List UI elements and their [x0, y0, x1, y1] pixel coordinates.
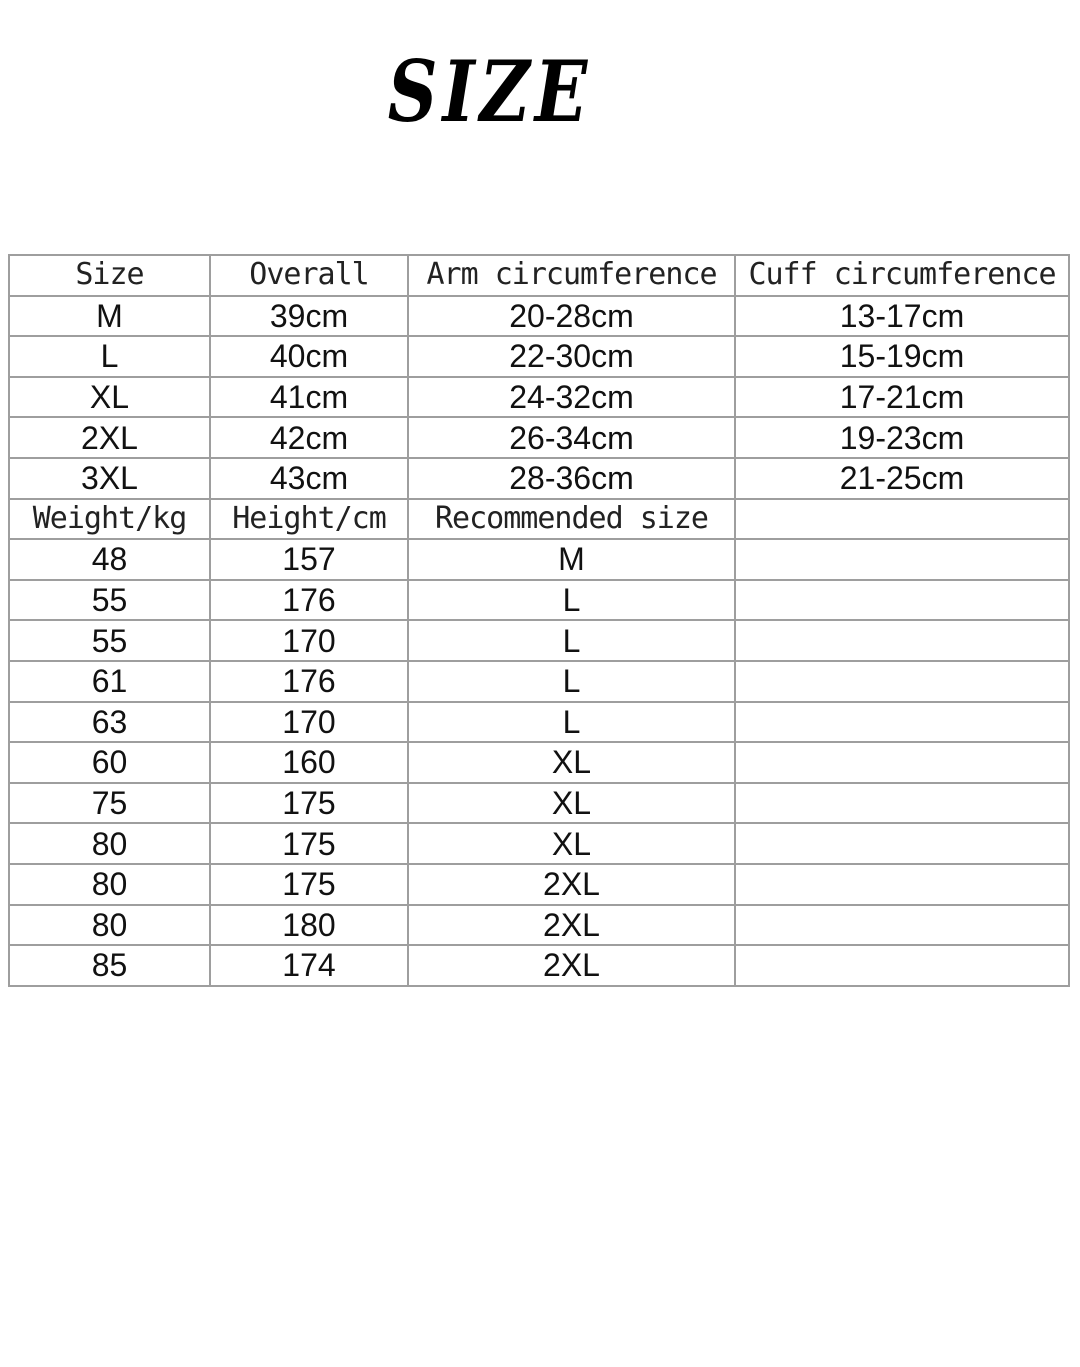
table-cell [735, 823, 1069, 864]
table-cell: 13-17cm [735, 296, 1069, 337]
table-cell: 157 [210, 539, 408, 580]
measurement-row [9, 296, 1069, 337]
table-cell: 2XL [9, 417, 210, 458]
table-cell: 170 [210, 702, 408, 743]
recommendations-header-row [9, 499, 1069, 540]
recommendation-row [9, 905, 1069, 946]
recommendation-row [9, 742, 1069, 783]
column-header [735, 499, 1069, 540]
recommendation-row [9, 702, 1069, 743]
measurement-row [9, 336, 1069, 377]
table-cell: 176 [210, 580, 408, 621]
recommendation-row [9, 823, 1069, 864]
size-chart-body [9, 255, 1069, 986]
table-cell: 22-30cm [408, 336, 735, 377]
recommendation-row [9, 661, 1069, 702]
measurement-row [9, 417, 1069, 458]
table-cell: M [9, 296, 210, 337]
table-cell: 28-36cm [408, 458, 735, 499]
table-cell: 80 [9, 905, 210, 946]
table-cell: 80 [9, 823, 210, 864]
table-cell: 175 [210, 864, 408, 905]
table-cell: 42cm [210, 417, 408, 458]
table-cell [735, 864, 1069, 905]
table-cell [735, 661, 1069, 702]
table-cell: 175 [210, 783, 408, 824]
table-cell [735, 905, 1069, 946]
table-cell: 43cm [210, 458, 408, 499]
table-cell: 15-19cm [735, 336, 1069, 377]
table-cell: 60 [9, 742, 210, 783]
table-cell: XL [9, 377, 210, 418]
column-header: Recommended size [408, 499, 735, 540]
table-cell: 41cm [210, 377, 408, 418]
table-cell: 20-28cm [408, 296, 735, 337]
column-header: Size [9, 255, 210, 296]
table-cell: L [408, 620, 735, 661]
measurement-row [9, 377, 1069, 418]
table-cell: L [9, 336, 210, 377]
size-chart-table [8, 254, 1070, 987]
measurements-header-row [9, 255, 1069, 296]
table-cell: XL [408, 742, 735, 783]
table-cell: 40cm [210, 336, 408, 377]
table-cell: 160 [210, 742, 408, 783]
table-cell: 39cm [210, 296, 408, 337]
table-cell: 26-34cm [408, 417, 735, 458]
table-cell [735, 742, 1069, 783]
table-cell: 48 [9, 539, 210, 580]
table-cell: 21-25cm [735, 458, 1069, 499]
column-header: Weight/kg [9, 499, 210, 540]
table-cell: 19-23cm [735, 417, 1069, 458]
page-title: SIZE [387, 42, 593, 141]
table-cell [735, 580, 1069, 621]
table-cell [735, 702, 1069, 743]
column-header: Cuff circumference [735, 255, 1069, 296]
table-cell: L [408, 661, 735, 702]
table-cell: XL [408, 823, 735, 864]
table-cell: 80 [9, 864, 210, 905]
table-cell: 3XL [9, 458, 210, 499]
table-cell [735, 620, 1069, 661]
table-cell: 2XL [408, 945, 735, 986]
table-cell: 24-32cm [408, 377, 735, 418]
recommendation-row [9, 539, 1069, 580]
table-cell: 174 [210, 945, 408, 986]
table-cell: M [408, 539, 735, 580]
table-cell: 55 [9, 620, 210, 661]
table-cell: 61 [9, 661, 210, 702]
recommendation-row [9, 945, 1069, 986]
column-header: Arm circumference [408, 255, 735, 296]
table-cell: L [408, 702, 735, 743]
table-cell [735, 783, 1069, 824]
recommendation-row [9, 783, 1069, 824]
recommendation-row [9, 620, 1069, 661]
recommendation-row [9, 580, 1069, 621]
table-cell: L [408, 580, 735, 621]
table-cell: 170 [210, 620, 408, 661]
table-cell [735, 945, 1069, 986]
table-cell: 55 [9, 580, 210, 621]
table-cell: 17-21cm [735, 377, 1069, 418]
column-header: Height/cm [210, 499, 408, 540]
table-cell [735, 539, 1069, 580]
table-cell: 180 [210, 905, 408, 946]
table-cell: 75 [9, 783, 210, 824]
table-cell: 85 [9, 945, 210, 986]
table-cell: XL [408, 783, 735, 824]
column-header: Overall [210, 255, 408, 296]
table-cell: 175 [210, 823, 408, 864]
table-cell: 63 [9, 702, 210, 743]
recommendation-row [9, 864, 1069, 905]
table-cell: 2XL [408, 905, 735, 946]
table-cell: 176 [210, 661, 408, 702]
measurement-row [9, 458, 1069, 499]
table-cell: 2XL [408, 864, 735, 905]
